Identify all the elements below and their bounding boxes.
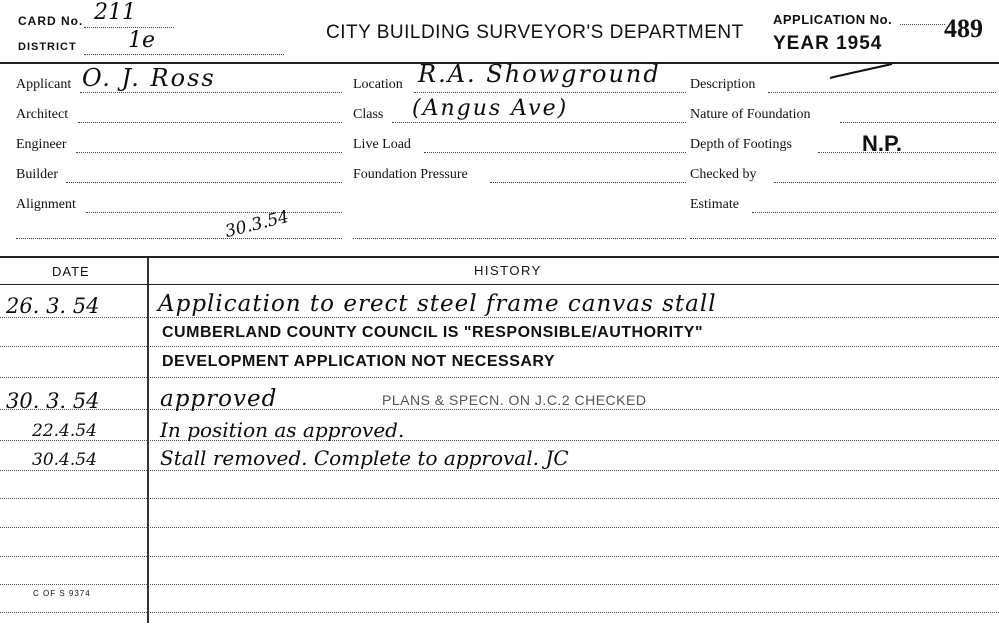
history-date-4: 30.4.54 <box>32 450 97 470</box>
form-code: C OF S 9374 <box>33 589 91 598</box>
card-no-value: 211 <box>94 0 136 25</box>
department-title: CITY BUILDING SURVEYOR'S DEPARTMENT <box>326 22 744 43</box>
depth-of-footings-label: Depth of Footings <box>690 137 792 152</box>
location-value: R.A. Showground <box>418 60 661 88</box>
card-no-label: CARD No. <box>18 14 84 28</box>
description-label: Description <box>690 77 756 92</box>
application-no-label: APPLICATION No. <box>773 12 893 27</box>
applicant-value: O. J. Ross <box>82 64 216 92</box>
history-text-2: approved <box>160 386 278 412</box>
fields-divider <box>0 256 999 258</box>
class-value: (Angus Ave) <box>412 96 569 121</box>
history-date-3: 22.4.54 <box>32 421 97 441</box>
history-stamp-plans-checked: PLANS & SPECN. ON J.C.2 CHECKED <box>382 392 647 408</box>
history-stamp-responsible-authority: CUMBERLAND COUNTY COUNCIL IS "RESPONSIBLE/AUTHORITY" <box>162 324 704 341</box>
builder-label: Builder <box>16 167 58 182</box>
foundation-pressure-label: Foundation Pressure <box>353 167 468 182</box>
class-label: Class <box>353 107 384 122</box>
date-column-header: DATE <box>52 264 90 279</box>
application-no-value: 489 <box>944 14 983 43</box>
nature-of-foundation-label: Nature of Foundation <box>690 107 811 122</box>
history-column-header: HISTORY <box>474 263 542 278</box>
depth-of-footings-value: N.P. <box>862 131 902 156</box>
applicant-label: Applicant <box>16 77 72 92</box>
location-label: Location <box>353 77 403 92</box>
history-date-2: 30. 3. 54 <box>6 389 100 413</box>
district-value: 1e <box>128 28 156 53</box>
live-load-label: Live Load <box>353 137 411 152</box>
history-stamp-development-application: DEVELOPMENT APPLICATION NOT NECESSARY <box>162 353 556 370</box>
checked-by-label: Checked by <box>690 167 757 182</box>
engineer-label: Engineer <box>16 137 67 152</box>
table-header-line <box>0 284 999 285</box>
alignment-label: Alignment <box>16 197 76 212</box>
history-text-1: Application to erect steel frame canvas stall <box>158 291 717 317</box>
history-date-1: 26. 3. 54 <box>6 294 100 318</box>
year-label: YEAR 1954 <box>773 33 883 54</box>
margin-note: 30.3.54 <box>223 206 291 242</box>
architect-label: Architect <box>16 107 69 122</box>
history-text-4: Stall removed. Complete to approval. JC <box>160 446 569 470</box>
district-label: DISTRICT <box>18 41 77 53</box>
history-text-3: In position as approved. <box>160 418 405 442</box>
description-dash-mark <box>826 60 896 84</box>
estimate-label: Estimate <box>690 197 739 212</box>
